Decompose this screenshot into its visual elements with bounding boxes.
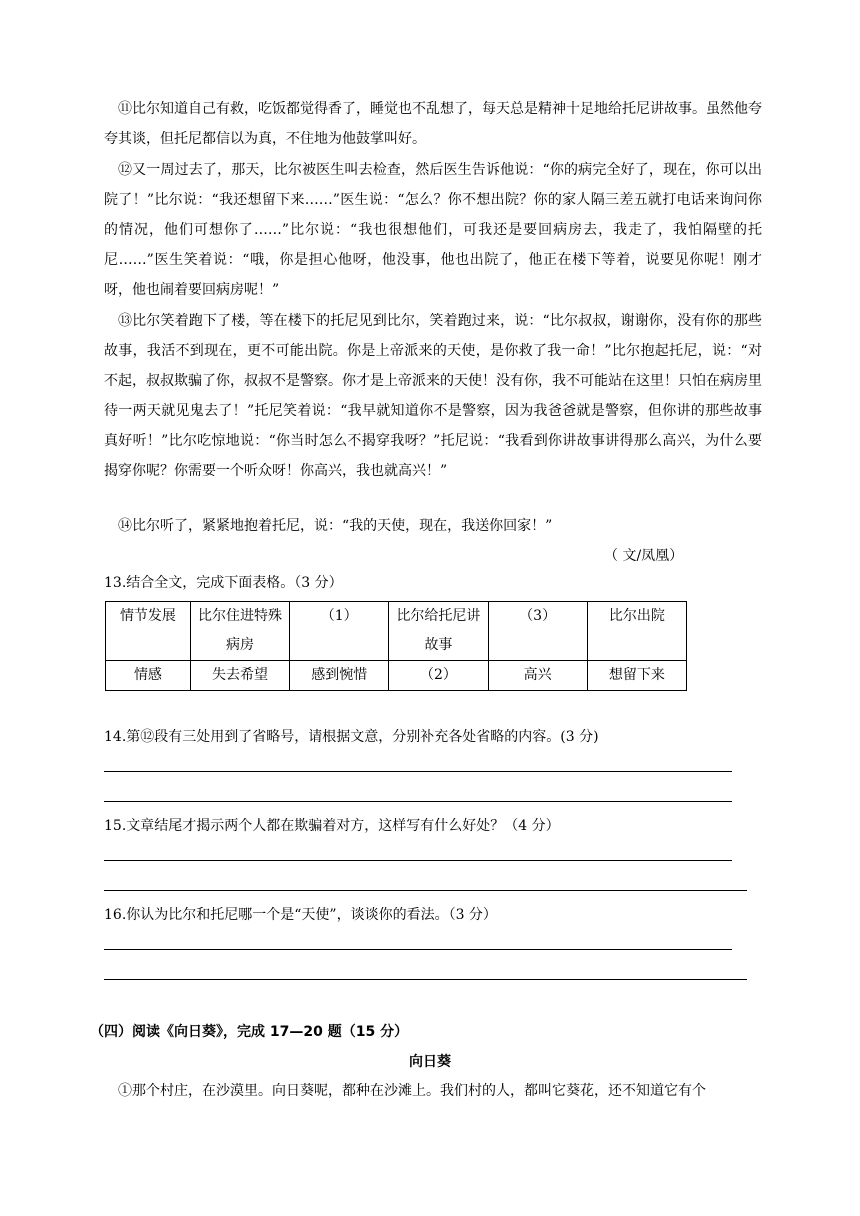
table-cell: 比尔出院	[587, 602, 686, 661]
article-title: 向日葵	[409, 1054, 451, 1070]
table-cell: 比尔给托尼讲故事	[389, 602, 488, 661]
paragraph-13: ⑬比尔笑着跑下了楼，等在楼下的托尼见到比尔，笑着跑过来，说：“比尔叔叔，谢谢你，没有你的那些故事，我活不到现在，更不可能出院。你是上帝派来的天使，是你救了我一命！”比尔抱起托尼，说：“对不起，叔叔欺骗了你，叔叔不是警察。你才是上帝派来的天使！没有你，我不可能站在这里！只怕在病房里待一两天就见鬼去了！”托尼笑着说：“我早就知道你不是警察，因为我爸爸就是警察，但你讲的那些故事真好听！”比尔吃惊地说：“你当时怎么不揭穿我呀？”托尼说：“我看到你讲故事讲得那么高兴，为什么要揭穿你呢？你需要一个听众呀！你高兴，我也就高兴！”	[104, 313, 762, 479]
answer-line[interactable]	[104, 771, 732, 772]
table-cell: 失去希望	[190, 661, 289, 691]
answer-line[interactable]	[104, 860, 732, 861]
table-row	[106, 602, 687, 661]
table-cell: 情感	[106, 661, 191, 691]
table-cell: 高兴	[488, 661, 587, 691]
paragraph-12: ⑫又一周过去了，那天，比尔被医生叫去检查，然后医生告诉他说：“你的病完全好了，现在，你可以出院了！”比尔说：“我还想留下来……”医生说：“怎么？你不想出院？你的家人隔三差五就打电话来询问你的情况，他们可想你了……”比尔说：“我也很想他们，可我还是要回病房去，我走了，我怕隔壁的托尼……”医生笑着说：“哦，你是担心他呀，他没事，他也出院了，他正在楼下等着，说要见你呢！刚才呀，他也闹着要回病房呢！”	[104, 162, 762, 298]
table-cell: 情节发展	[106, 602, 191, 661]
answer-line[interactable]	[104, 949, 732, 950]
source-attribution: （ 文/凤凰）	[604, 548, 684, 564]
section-heading: （四）阅读《向日葵》，完成 17—20 题（15 分）	[90, 1024, 409, 1040]
question-15: 15.文章结尾才揭示两个人都在欺骗着对方，这样写有什么好处？（4 分）	[104, 818, 560, 834]
question-16: 16.你认为比尔和托尼哪一个是“天使”，谈谈你的看法。（3 分）	[104, 907, 497, 923]
plot-emotion-table	[105, 601, 687, 691]
table-cell: （2）	[389, 661, 488, 691]
paragraph-14: ⑭比尔听了，紧紧地抱着托尼，说：“我的天使，现在，我送你回家！”	[118, 518, 553, 534]
paragraph-11: ⑪比尔知道自己有救，吃饭都觉得香了，睡觉也不乱想了，每天总是精神十足地给托尼讲故事。虽然他夸夸其谈，但托尼都信以为真，不住地为他鼓掌叫好。	[104, 101, 762, 147]
paragraph-1: ①那个村庄，在沙漠里。向日葵呢，都种在沙滩上。我们村的人，都叫它葵花，还不知道它有个	[118, 1083, 706, 1099]
answer-line[interactable]	[104, 890, 747, 891]
table-cell: （3）	[488, 602, 587, 661]
table-cell: 感到惋惜	[290, 661, 389, 691]
table-cell: 想留下来	[587, 661, 686, 691]
table-row	[106, 661, 687, 691]
table-cell: （1）	[290, 602, 389, 661]
question-13: 13.结合全文，完成下面表格。（3 分）	[104, 575, 343, 591]
table-cell: 比尔住进特殊病房	[190, 602, 289, 661]
question-14: 14.第⑫段有三处用到了省略号，请根据文意，分别补充各处省略的内容。(3 分)	[104, 729, 599, 745]
answer-line[interactable]	[104, 801, 732, 802]
answer-line[interactable]	[104, 979, 747, 980]
